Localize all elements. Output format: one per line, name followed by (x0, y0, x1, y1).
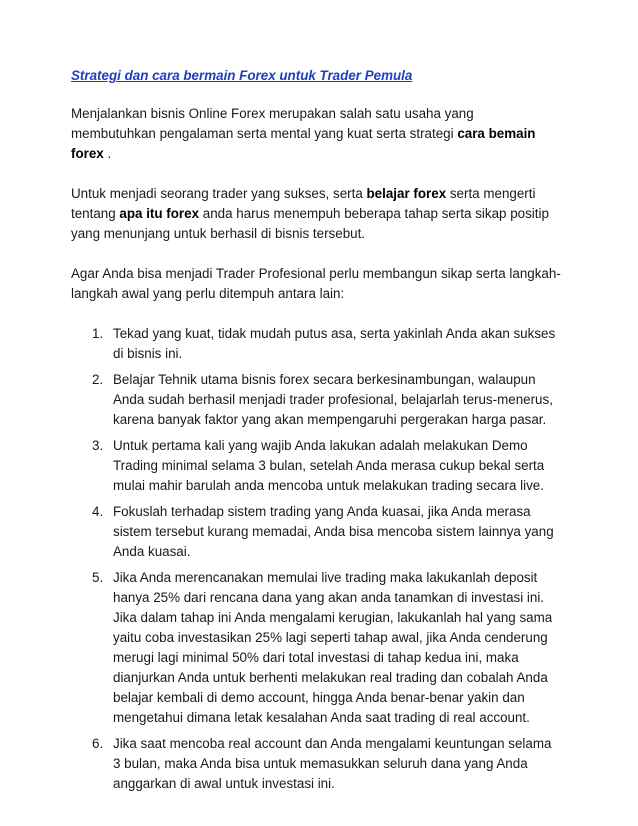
trader-text-2: serta mengerti tentang (71, 186, 536, 221)
list-item-text: Belajar Tehnik utama bisnis forex secara berkesinambungan, walaupun Anda sudah berhasil menjadi trader profesional, belajarlah terus-menerus, karena banyak faktor yang akan mempengaruhi pergerakan harga pasar. (113, 372, 553, 427)
trader-text-3: anda harus menempuh beberapa tahap serta sikap positip yang menunjang untuk berhasil di bisnis tersebut. (71, 206, 549, 241)
keyword-belajar-forex: belajar forex (366, 186, 447, 201)
list-item-number: 3. (92, 438, 104, 453)
list-item-number: 1. (92, 326, 104, 341)
steps-list (71, 324, 561, 794)
list-item (71, 324, 561, 364)
list-item-text: Fokuslah terhadap sistem trading yang Anda kuasai, jika Anda merasa sistem tersebut kurang memadai, Anda bisa mencoba sistem lainnya yang Anda kuasai. (113, 504, 554, 559)
list-item-text: Jika saat mencoba real account dan Anda mengalami keuntungan selama 3 bulan, maka Anda bisa untuk memasukkan seluruh dana yang Anda anggarkan di awal untuk investasi ini. (113, 736, 552, 791)
trader-text-1: Untuk menjadi seorang trader yang sukses, serta (71, 186, 367, 201)
document-title-link[interactable]: Strategi dan cara bermain Forex untuk Trader Pemula (71, 68, 413, 83)
list-item-text: Untuk pertama kali yang wajib Anda lakukan adalah melakukan Demo Trading minimal selama 3 bulan, setelah Anda merasa cukup bekal serta mulai mahir barulah anda mencoba untuk melakukan trading secara live. (113, 438, 545, 493)
intro-end: . (103, 146, 112, 161)
list-item (71, 436, 561, 496)
list-item-text: Tekad yang kuat, tidak mudah putus asa, serta yakinlah Anda akan sukses di bisnis ini. (113, 326, 556, 361)
intro-paragraph (71, 104, 561, 164)
list-item-number: 5. (92, 570, 104, 585)
steps-intro-paragraph: Agar Anda bisa menjadi Trader Profesional perlu membangun sikap serta langkah-langkah awal yang perlu ditempuh antara lain: (71, 266, 561, 301)
list-item-number: 4. (92, 504, 104, 519)
trader-paragraph (71, 184, 561, 244)
list-item (71, 734, 561, 794)
keyword-cara-bemain-forex: cara bemain forex (71, 126, 536, 161)
list-item (71, 568, 561, 728)
list-item (71, 370, 561, 430)
document-body (71, 66, 561, 800)
list-item-number: 6. (92, 736, 104, 751)
list-item (71, 502, 561, 562)
list-item-text: Jika Anda merencanakan memulai live trading maka lakukanlah deposit hanya 25% dari rencana dana yang akan anda tanamkan di investasi ini. Jika dalam tahap ini Anda mengalami kerugian, lakukanlah hal yang sama yaitu coba investasikan 25% lagi seperti tahap awal, jika Anda cenderung merugi lagi minimal 50% dari total investasi di tahap kedua ini, maka dianjurkan Anda untuk berhenti melakukan real trading dan cobalah Anda belajar kembali di demo account, hingga Anda benar-benar yakin dan mengetahui dimana letak kesalahan Anda saat trading di real account. (113, 570, 553, 725)
intro-text: Menjalankan bisnis Online Forex merupakan salah satu usaha yang membutuhkan pengalaman serta mental yang kuat serta strategi (71, 106, 474, 141)
list-item-number: 2. (92, 372, 104, 387)
keyword-apa-itu-forex: apa itu forex (119, 206, 200, 221)
